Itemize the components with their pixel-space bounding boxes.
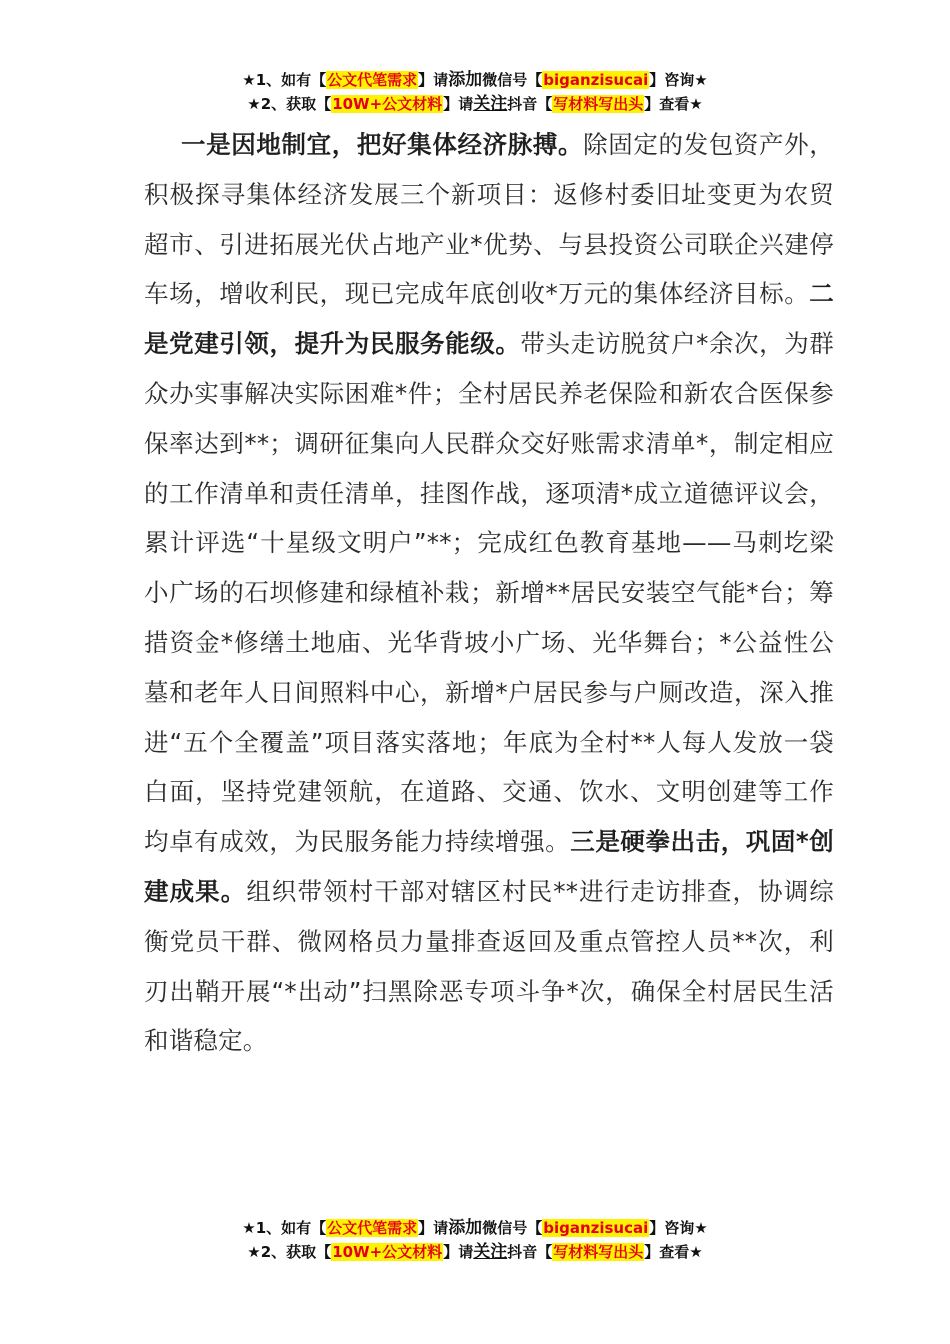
promo-text: 微信号【 [482,1219,543,1237]
promo-text: ★1、如有【 [242,1219,327,1237]
promo-text: 】咨询★ [649,1219,708,1237]
emphasis-add: 添加 [448,1218,483,1238]
top-promo-banner [0,68,950,116]
promo-text: 】请 [418,71,449,89]
promo-text: 】请 [443,1243,474,1261]
document-body [144,120,834,1066]
highlight-wechat-id: biganzisucai [543,71,649,89]
highlight-materials: 10W+公文材料 [332,1243,443,1261]
promo-line-2 [0,92,950,116]
heading-point-1: 一是因地制宜，把好集体经济脉搏。 [181,130,584,159]
highlight-materials: 10W+公文材料 [332,95,443,113]
promo-text: 】请 [443,95,474,113]
heading-point-3: 三是硬拳出击，巩固*创建成果。 [144,827,834,906]
promo-text: 抖音【 [507,95,553,113]
emphasis-follow: 关注 [473,1242,508,1262]
promo-text: 微信号【 [482,71,543,89]
heading-point-2: 二是党建引领，提升为民服务能级。 [144,279,834,359]
emphasis-add: 添加 [448,70,483,90]
promo-text: 】咨询★ [649,71,708,89]
promo-text: ★1、如有【 [242,71,327,89]
highlight-service: 公文代笔需求 [327,71,418,89]
highlight-service: 公文代笔需求 [327,1219,418,1237]
paragraph-point-2: 带头走访脱贫户*余次，为群众办实事解决实际困难*件；全村居民养老保险和新农合医保参保率达到**；调研征集向人民群众交好账需求清单*，制定相应的工作清单和责任清单，挂图作战，逐项清*成立道德评议会，累计评选“十星级文明户”**；完成红色教育基地——马刺圪梁小广场的石坝修建和绿植补栽；新增**居民安装空气能*台；筹措资金*修缮土地庙、光华背坡小广场、光华舞台；*公益性公墓和老年人日间照料中心，新增*户居民参与户厕改造，深入推进“五个全覆盖”项目落实落地；年底为全村**人每人发放一袋白面，坚持党建领航，在道路、交通、饮水、文明创建等工作均卓有成效，为民服务能力持续增强。 [144,329,834,857]
highlight-wechat-id: biganzisucai [543,1219,649,1237]
highlight-douyin-id: 写材料写出头 [553,95,644,113]
promo-text: 】查看★ [644,95,703,113]
promo-text: 】查看★ [644,1243,703,1261]
promo-text: ★2、获取【 [247,95,332,113]
promo-line-1 [0,1216,950,1240]
highlight-douyin-id: 写材料写出头 [553,1243,644,1261]
promo-line-2 [0,1240,950,1264]
bottom-promo-banner [0,1216,950,1264]
promo-text: 抖音【 [507,1243,553,1261]
promo-text: 】请 [418,1219,449,1237]
paragraph-point-3: 组织带领村干部对辖区村民**进行走访排查，协调综衡党员干群、微网格员力量排查返回及重点管控人员**次，利刃出鞘开展“*出动”扫黑除恶专项斗争*次，确保全村居民生活和谐稳定。 [144,876,834,1056]
paragraph-point-1: 除固定的发包资产外，积极探寻集体经济发展三个新项目：返修村委旧址变更为农贸超市、引进拓展光伏占地产业*优势、与县投资公司联企兴建停车场，增收利民，现已完成年底创收*万元的集体经济目标。 [144,130,834,309]
emphasis-follow: 关注 [473,94,508,114]
promo-text: ★2、获取【 [247,1243,332,1261]
promo-line-1 [0,68,950,92]
